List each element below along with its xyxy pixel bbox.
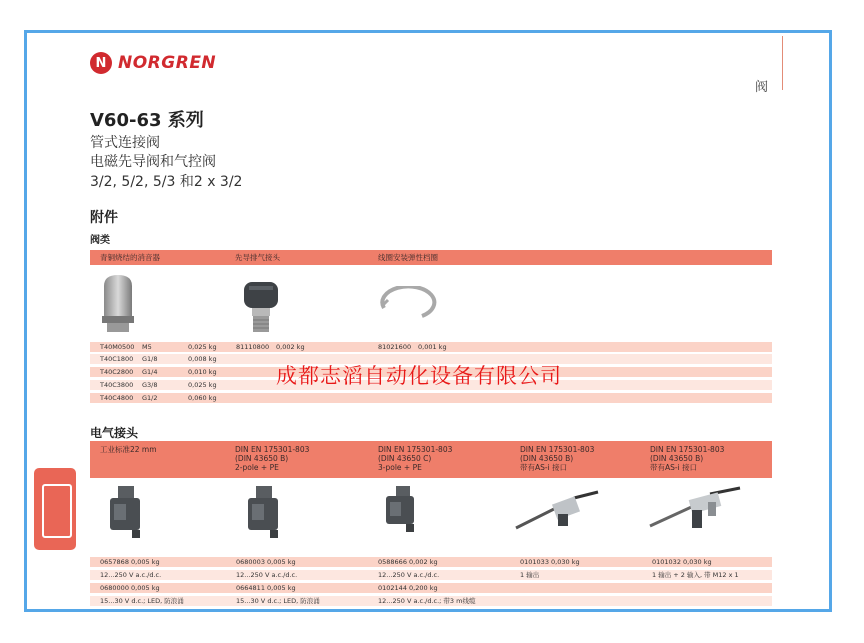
pilot-exhaust-image xyxy=(240,280,282,336)
table-row: 12...250 V a.c./d.c. 12...250 V a.c./d.c. 12...250 V a.c./d.c. 1 输出 1 输出 + 2 输入, 带 M12 x 1 xyxy=(90,570,772,580)
col-retaining-ring: 线圈安装弹性档圈 xyxy=(378,253,438,262)
side-tab-icon[interactable] xyxy=(34,468,76,550)
col-din-b: DIN EN 175301-803 (DIN 43650 B) 2-pole + PE xyxy=(235,445,310,472)
connector-asi-2-image xyxy=(648,486,744,536)
norgren-logo-icon: N xyxy=(90,52,112,74)
table-row: T40M0500 M5 0,025 kg 81110800 0,002 kg 81021600 0,001 kg xyxy=(90,342,772,352)
table-row: 0680000 0,005 kg 0664811 0,005 kg 0102144 0,200 kg xyxy=(90,583,772,593)
connector-din-c-image xyxy=(380,484,424,540)
col-din-c: DIN EN 175301-803 (DIN 43650 C) 3-pole + PE xyxy=(378,445,453,472)
side-divider xyxy=(782,36,783,90)
col-asi-1: DIN EN 175301-803 (DIN 43650 B) 带有AS-i 接口 xyxy=(520,445,595,472)
valves-subheading: 阀类 xyxy=(90,235,110,246)
retaining-ring-image xyxy=(378,286,440,322)
col-asi-2: DIN EN 175301-803 (DIN 43650 B) 带有AS-i 接口 xyxy=(650,445,725,472)
connector-din-b-image xyxy=(242,484,286,544)
valve-accessories-header xyxy=(90,250,772,265)
table-row: T40C3800 G3/8 0,025 kg xyxy=(90,380,772,390)
subtitle-3: 3/2, 5/2, 5/3 和2 x 3/2 xyxy=(90,174,243,190)
electrical-heading: 电气接头 xyxy=(90,426,139,440)
electrical-header xyxy=(90,441,772,478)
accessories-heading: 附件 xyxy=(90,210,118,226)
norgren-logo xyxy=(90,52,216,74)
col-pilot-exhaust: 先导排气接头 xyxy=(235,253,280,262)
table-row: 0657868 0,005 kg 0680003 0,005 kg 0588666 0,002 kg 0101033 0,030 kg 0101032 0,030 kg xyxy=(90,557,772,567)
table-row: 15...30 V d.c.; LED, 防浪涌 15...30 V d.c.; LED, 防浪涌 12...250 V a.c./d.c.; 带3 m线缆 xyxy=(90,596,772,606)
connector-industrial-image xyxy=(104,484,148,544)
side-label: 阀 xyxy=(755,80,769,95)
table-row: T40C2800 G1/4 0,010 kg xyxy=(90,367,772,377)
col-silencer: 青铜烧结的消音器 xyxy=(100,253,160,262)
silencer-image xyxy=(98,272,138,334)
col-industrial: 工业标准22 mm xyxy=(100,445,157,454)
watermark-text: 成都志滔自动化设备有限公司 xyxy=(276,364,562,388)
subtitle-1: 管式连接阀 xyxy=(90,135,160,151)
table-row: T40C1800 G1/8 0,008 kg xyxy=(90,354,772,364)
page-title: V60-63 系列 xyxy=(90,110,204,131)
connector-asi-1-image xyxy=(514,488,600,536)
table-row: T40C4800 G1/2 0,060 kg xyxy=(90,393,772,403)
subtitle-2: 电磁先导阀和气控阀 xyxy=(90,154,216,170)
logo-text: NORGREN xyxy=(118,53,217,73)
